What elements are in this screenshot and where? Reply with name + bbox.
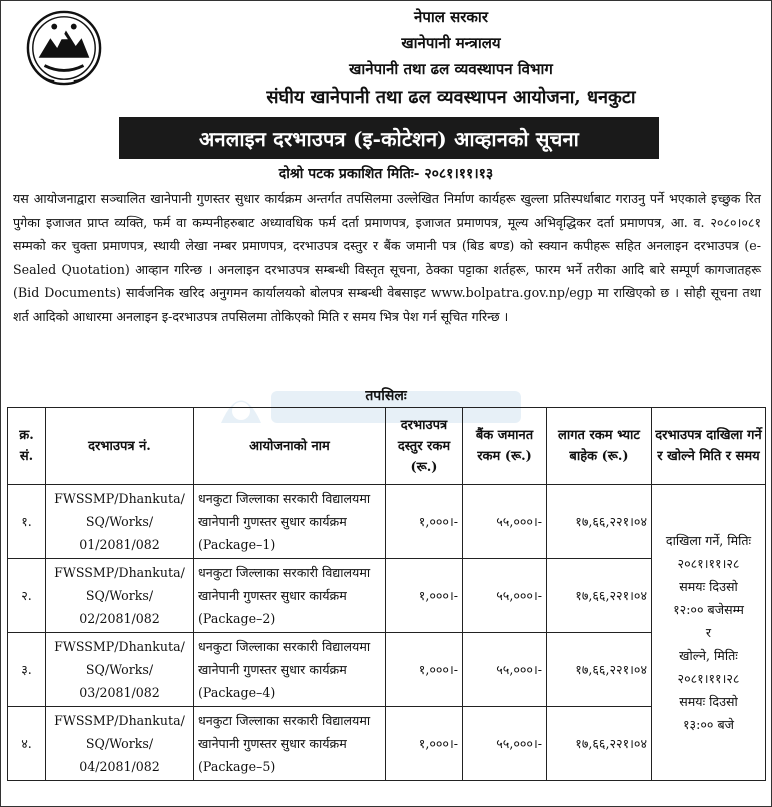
bid-no-line: SQ/Works/ — [85, 588, 154, 603]
row-cost: १७,६६,२२१।०४ — [547, 633, 652, 707]
row-sn: २. — [8, 559, 46, 633]
col-header-fee: दरभाउपत्र दस्तुर रकम (रू.) — [386, 408, 463, 485]
schedule-line: समयः दिउसो — [679, 579, 738, 594]
schedule-line: समयः दिउसो — [679, 694, 738, 709]
government-name: नेपाल सरकार — [414, 8, 488, 26]
bid-no-line: 04/2081/082 — [79, 759, 160, 774]
row-fee: १,०००।- — [386, 707, 463, 781]
bid-no-line: FWSSMP/Dhankuta/ — [54, 639, 185, 654]
col-header-project-name: आयोजनाको नाम — [194, 408, 386, 485]
row-fee: १,०००।- — [386, 559, 463, 633]
row-project-name: धनकुटा जिल्लाका सरकारी विद्यालयमा खानेपानी गुणस्तर सुधार कार्यक्रम (Package–5) — [194, 707, 386, 781]
row-fee: १,०००।- — [386, 633, 463, 707]
col-header-sn: क्र. सं. — [8, 408, 46, 485]
row-bank-guarantee: ५५,०००।- — [463, 485, 547, 559]
bid-no-line: SQ/Works/ — [85, 514, 154, 529]
schedule-line: १२:०० बजेसम्म — [673, 602, 744, 617]
bid-no-line: SQ/Works/ — [85, 736, 154, 751]
project-name: संघीय खानेपानी तथा ढल व्यवस्थापन आयोजना, धनकुटा — [266, 87, 636, 108]
schedule-line: १३:०० बजे — [683, 717, 734, 732]
table-header-row — [8, 408, 766, 485]
row-bank-guarantee: ५५,०००।- — [463, 559, 547, 633]
row-project-name: धनकुटा जिल्लाका सरकारी विद्यालयमा खानेपानी गुणस्तर सुधार कार्यक्रम (Package–1) — [194, 485, 386, 559]
schedule-title: तपसिलः — [365, 388, 407, 404]
schedule-line: र — [705, 625, 712, 640]
notice-title-banner: अनलाइन दरभाउपत्र (इ-कोटेशन) आव्हानको सूचना — [119, 117, 659, 159]
row-bid-no — [46, 633, 194, 707]
bid-no-line: 02/2081/082 — [79, 611, 160, 626]
row-cost: १७,६६,२२१।०४ — [547, 485, 652, 559]
row-bank-guarantee: ५५,०००।- — [463, 707, 547, 781]
bid-no-line: FWSSMP/Dhankuta/ — [54, 713, 185, 728]
col-header-bank-guarantee: बैंक जमानत रकम (रू.) — [463, 408, 547, 485]
nepal-government-emblem-icon — [25, 9, 103, 87]
department-name: खानेपानी तथा ढल व्यवस्थापन विभाग — [349, 60, 553, 78]
col-header-submission: दरभाउपत्र दाखिला गर्ने र खोल्ने मिति र समय — [652, 408, 766, 485]
row-project-name: धनकुटा जिल्लाका सरकारी विद्यालयमा खानेपानी गुणस्तर सुधार कार्यक्रम (Package–2) — [194, 559, 386, 633]
row-bid-no — [46, 707, 194, 781]
row-bid-no — [46, 485, 194, 559]
row-sn: ३. — [8, 633, 46, 707]
col-header-cost: लागत रकम भ्याट बाहेक (रू.) — [547, 408, 652, 485]
row-project-name: धनकुटा जिल्लाका सरकारी विद्यालयमा खानेपानी गुणस्तर सुधार कार्यक्रम (Package–4) — [194, 633, 386, 707]
row-sn: ४. — [8, 707, 46, 781]
bid-no-line: 03/2081/082 — [79, 685, 160, 700]
bid-no-line: FWSSMP/Dhankuta/ — [54, 565, 185, 580]
notice-body-text: यस आयोजनाद्वारा सञ्चालित खानेपानी गुणस्तर सुधार कार्यक्रम अन्तर्गत तपसिलमा उल्लेखित निर्माण कार्यहरू खुल्ला प्रतिस्पर्धाबाट गराउनु पर्ने भएकाले इच्छुक रित पुगेका इजाजत प्राप्त व्यक्ति, फर्म वा कम्पनीहरुबाट अध्यावधिक फर्म दर्ता प्रमाणपत्र, इजाजत प्रमाणपत्र, मूल्य अभिवृद्धिकर दर्ता प्रमाणपत्र, आ. व. २०८०।०८१ सम्मको कर चुक्ता प्रमाणपत्र, स्थायी लेखा नम्बर प्रमाणपत्र, दरभाउपत्र दस्तुर र बैंक जमानी पत्र (बिड बण्ड) को स्क्यान कपीहरू सहित अनलाइन दरभाउपत्र (e-Sealed Quotation) आव्हान गरिन्छ । अनलाइन दरभाउपत्र सम्बन्धी विस्तृत सूचना, ठेक्का पट्टाका शर्तहरू, फारम भर्ने तरीका आदि बारे सम्पूर्ण कागजातहरू (Bid Documents) सार्वजनिक खरिद अनुगमन कार्यालयको बोलपत्र सम्बन्धी वेबसाइट www.bolpatra.gov.np/egp मा राखिएको छ । सोही सूचना तथा शर्त आदिको आधारमा अनलाइन इ-दरभाउपत्र तपसिलमा तोकिएको मिति र समय भित्र पेश गर्न सूचित गरिन्छ । — [13, 191, 761, 324]
row-bid-no — [46, 559, 194, 633]
schedule-line: खोल्ने, मितिः — [679, 648, 738, 663]
row-bank-guarantee: ५५,०००।- — [463, 633, 547, 707]
schedule-line: २०८१।११।२८ — [677, 556, 740, 571]
ministry-name: खानेपानी मन्त्रालय — [401, 34, 501, 52]
table-row — [8, 485, 766, 559]
row-cost: १७,६६,२२१।०४ — [547, 707, 652, 781]
bid-no-line: FWSSMP/Dhankuta/ — [54, 491, 185, 506]
submission-schedule — [652, 485, 766, 781]
row-cost: १७,६६,२२१।०४ — [547, 559, 652, 633]
schedule-line: दाखिला गर्ने, मितिः — [665, 533, 752, 548]
col-header-bid-no: दरभाउपत्र नं. — [46, 408, 194, 485]
schedule-line: २०८१।११।२८ — [677, 671, 740, 686]
tender-schedule-table — [7, 407, 766, 781]
bid-no-line: SQ/Works/ — [85, 662, 154, 677]
bid-no-line: 01/2081/082 — [79, 537, 160, 552]
publication-date: दोश्रो पटक प्रकाशित मितिः- २०८१।११।१३ — [278, 166, 494, 182]
row-fee: १,०००।- — [386, 485, 463, 559]
row-sn: १. — [8, 485, 46, 559]
